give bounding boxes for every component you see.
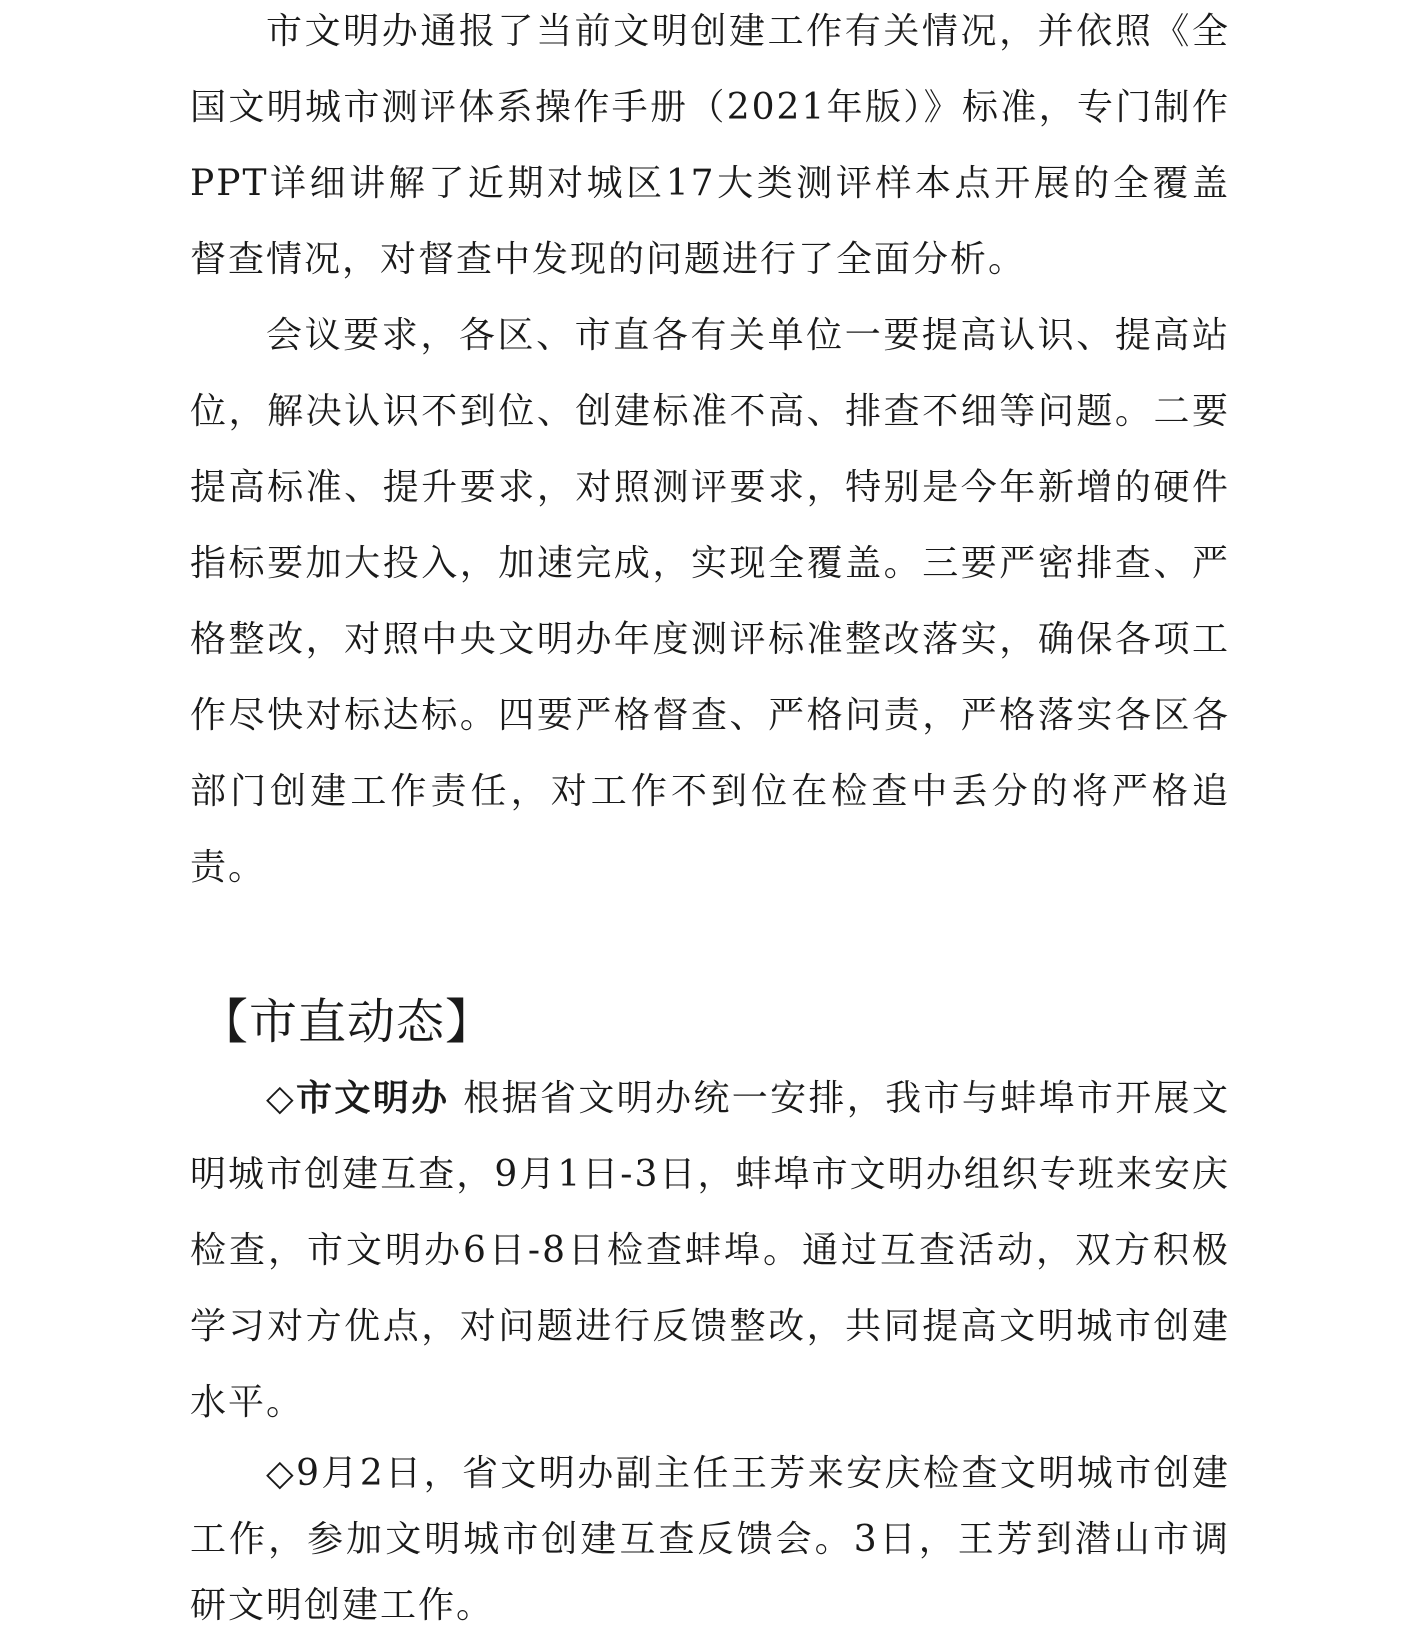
news-item-lead: ◇市文明办	[266, 1077, 450, 1119]
document-page	[190, 0, 1230, 1639]
news-item-text: 根据省文明办统一安排，我市与蚌埠市开展文明城市创建互查，9月1日-3日，蚌埠市文明办组织专班来安庆检查，市文明办6日-8日检查蚌埠。通过互查活动，双方积极学习对方优点，对问题进行反馈整改，共同提高文明城市创建水平。	[190, 1078, 1230, 1423]
news-item-civilization-office	[190, 1060, 1230, 1441]
paragraph-meeting-requirements: 会议要求，各区、市直各有关单位一要提高认识、提高站位，解决认识不到位、创建标准不高、排查不细等问题。二要提高标准、提升要求，对照测评要求，特别是今年新增的硬件指标要加大投入，加速完成，实现全覆盖。三要严密排查、严格整改，对照中央文明办年度测评标准整改落实，确保各项工作尽快对标达标。四要严格督查、严格问责，严格落实各区各部门创建工作责任，对工作不到位在检查中丢分的将严格追责。	[190, 315, 1230, 888]
news-item-provincial-inspection: ◇9月2日，省文明办副主任王芳来安庆检查文明城市创建工作，参加文明城市创建互查反馈会。3日，王芳到潜山市调研文明创建工作。	[190, 1453, 1230, 1626]
section-heading: 【市直动态】	[200, 994, 495, 1050]
paragraph-report: 市文明办通报了当前文明创建工作有关情况，并依照《全国文明城市测评体系操作手册（2021年版）》标准，专门制作PPT详细讲解了近期对城区17大类测评样本点开展的全覆盖督查情况，对督查中发现的问题进行了全面分析。	[190, 11, 1230, 280]
